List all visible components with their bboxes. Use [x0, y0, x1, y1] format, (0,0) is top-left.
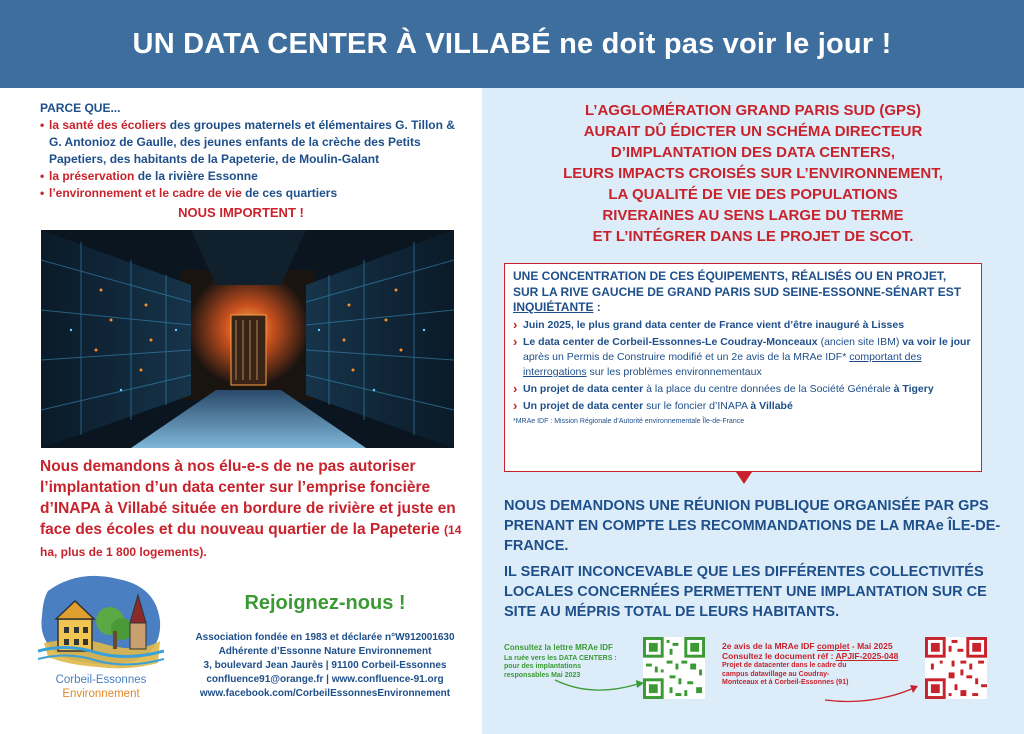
item-blue: des groupes maternels et élémentaires G. Tillon & G. Antonioz de Gaulle, des jeunes enfants de la crèche des Petits Papetiers, des habitants de la Papeterie, de Moulin-Galant [49, 118, 455, 166]
qr2-title-underlined: complet [816, 641, 850, 651]
qr1-text: La ruée vers les DATA CENTERS : pour des implantations responsables Mai 2023 [504, 654, 617, 679]
gps-line: L’AGGLOMÉRATION GRAND PARIS SUD (GPS) [584, 102, 922, 119]
right-column [482, 88, 1024, 734]
data-center-photo [41, 230, 454, 448]
box-item-bold: Le data center de Corbeil-Essonnes-Le Coudray-Monceaux [523, 335, 818, 348]
box-list [513, 318, 973, 414]
qr2-title-a: 2e avis de la MRAe IDF [722, 641, 817, 651]
because-item [40, 168, 470, 185]
logo-text-line2: Environnement [62, 688, 140, 700]
inconceivable-statement: IL SERAIT INCONCEVABLE QUE LES DIFFÉRENTES COLLECTIVITÉS LOCALES CONCERNÉES PERMETTENT UNE IMPLANTATION SUR CE SITE AU MÉPRIS TOTAL DE LEURS HABITANTS. [504, 564, 987, 620]
item-red: la préservation [49, 169, 135, 183]
qr2-title-b: - Mai 2025 [849, 641, 893, 651]
box-item-normal: sur le foncier d’INAPA [643, 399, 751, 412]
box-item [513, 399, 973, 414]
because-heading: PARCE QUE... [40, 101, 121, 115]
gps-line: D’IMPLANTATION DES DATA CENTERS, [610, 144, 896, 161]
demand-small: (14 ha, plus de 1 800 logements). [40, 523, 462, 559]
server-corridor-image [41, 230, 454, 448]
assoc-facebook-link[interactable]: www.facebook.com/CorbeilEssonnesEnvironnement [199, 688, 451, 699]
box-item-bold: Un projet de data center [523, 399, 644, 412]
qr2-caption [722, 641, 922, 688]
because-list [40, 117, 470, 202]
gps-line: LA QUALITÉ DE VIE DES POPULATIONS [608, 186, 898, 203]
box-item [513, 335, 973, 380]
box-intro-end: : [593, 300, 601, 314]
box-item-normal: sur les problèmes environnementaux [586, 365, 762, 378]
assoc-line: Association fondée en 1983 et déclarée n°W912001630 [195, 632, 455, 643]
item-red: l’environnement et le cadre de vie [49, 186, 242, 200]
assoc-contact-line[interactable]: confluence91@orange.fr | www.confluence-91.org [206, 674, 444, 685]
box-intro-underlined: INQUIÉTANTE [513, 300, 594, 314]
demand-text [40, 456, 470, 563]
logo-text-line1: Corbeil-Essonnes [55, 674, 147, 686]
assoc-line: Adhérente d’Essonne Nature Environnement [218, 646, 432, 657]
concentration-box [504, 263, 982, 472]
logo-image [38, 571, 164, 701]
gps-line: AURAIT DÛ ÉDICTER UN SCHÉMA DIRECTEUR [583, 123, 923, 140]
box-item-underlined: comportant des interrogations [523, 350, 922, 378]
title-strong: UN DATA CENTER À VILLABÉ [132, 27, 551, 60]
join-heading: Rejoignez-nous ! [244, 592, 406, 614]
box-intro [513, 269, 973, 316]
left-column [0, 88, 482, 734]
box-item [513, 318, 973, 333]
gps-line: LEURS IMPACTS CROISÉS SUR L’ENVIRONNEMENT, [563, 165, 943, 182]
box-item-normal: à la place du centre données de la Société Générale [643, 382, 894, 395]
box-item-bold: à Villabé [750, 399, 793, 412]
association-info [190, 631, 460, 701]
box-item-normal: (ancien site IBM) [817, 335, 903, 348]
meeting-demand: NOUS DEMANDONS UNE RÉUNION PUBLIQUE ORGANISÉE PAR GPS PRENANT EN COMPTE LES RECOMMANDATIONS DE LA MRAe ÎLE-DE-FRANCE. [504, 498, 1001, 554]
box-intro-text: UNE CONCENTRATION DE CES ÉQUIPEMENTS, RÉALISÉS OU EN PROJET, SUR LA RIVE GAUCHE DE GRAND PARIS SUD SEINE-ESSONNE-SÉNART EST [513, 269, 962, 299]
qr2-ref [722, 651, 922, 661]
box-item [513, 382, 973, 397]
item-red: la santé des écoliers [49, 118, 167, 132]
item-blue: de la rivière Essonne [137, 169, 258, 183]
demand-main: Nous demandons à nos élu-e-s de ne pas autoriser l’implantation d’un data center sur l’emprise foncière d’INAPA à Villabé située en bordure de rivière et juste en face des écoles et du nouveau quartier de la Papeterie [40, 458, 456, 538]
qr2-title [722, 641, 922, 651]
important-heading: NOUS IMPORTENT ! [178, 205, 304, 220]
because-item [40, 185, 470, 202]
gps-line: ET L’INTÉGRER DANS LE PROJET DE SCOT. [592, 228, 914, 245]
box-item-bold: va voir le jour [902, 335, 971, 348]
qr2-text: Projet de datacenter dans le cadre du campus datavillage au Coudray-Montceaux et à Corbeil-Essonnes (91) [722, 662, 849, 686]
qr-code-icon[interactable] [643, 637, 705, 699]
item-blue: de ces quartiers [245, 186, 338, 200]
box-footnote: *MRAe IDF : Mission Régionale d’Autorité environnementale Île-de-France [513, 417, 745, 425]
title-rest: ne doit pas voir le jour ! [559, 27, 892, 60]
qr1-title: Consultez la lettre MRAe IDF [504, 643, 613, 652]
title-banner [0, 0, 1024, 88]
qr2-ref-label: Consultez le document réf : [722, 651, 836, 661]
box-item-text: Juin 2025, le plus grand data center de France vient d’être inauguré à Lisses [523, 318, 905, 331]
because-block [40, 100, 470, 202]
box-item-normal: après un Permis de Construire modifié et un 2e avis de la MRAe IDF* [523, 350, 850, 363]
qr1-arrow-icon [552, 674, 647, 696]
box-item-bold: à Tigery [893, 382, 934, 395]
qr2-arrow-icon [822, 682, 922, 706]
gps-line: RIVERAINES AU SENS LARGE DU TERME [602, 207, 904, 224]
gps-statement [502, 100, 1004, 247]
qr2-ref-code: APJIF-2025-048 [835, 651, 899, 661]
qr-code-icon[interactable] [925, 637, 987, 699]
page-title [133, 28, 892, 61]
association-logo [38, 571, 164, 701]
assoc-line: 3, boulevard Jean Jaurès | 91100 Corbeil-Essonnes [203, 660, 447, 671]
box-item-bold: Un projet de data center [523, 382, 644, 395]
box-arrow-icon [736, 472, 752, 484]
because-item [40, 117, 470, 168]
